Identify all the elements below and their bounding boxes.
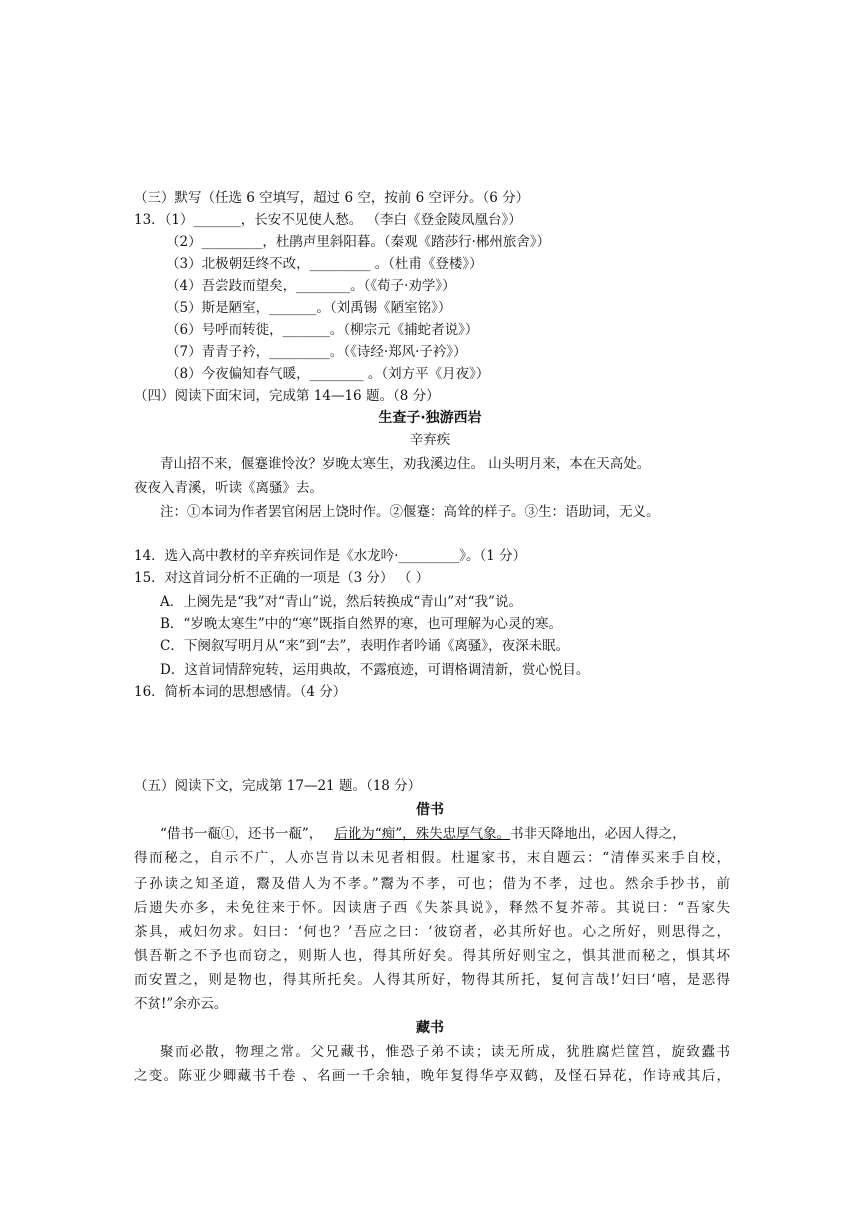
paragraph1-line-2: 得而秘之，自示不广，人亦岂肯以未见者相假。杜暹家书，末自题云：“清俸买来手自校，: [134, 850, 730, 866]
first-line-part-a: “借书一瓻①，还书一瓻”，: [160, 826, 323, 842]
paragraph1-line-4: 后遗失亦多，未免往来于怀。因读唐子西《失茶具说》，释然不复芥蒂。其说曰：“吾家失: [134, 900, 730, 916]
section5-header: （五）阅读下文，完成第 17—21 题。（18 分）: [134, 778, 422, 794]
poem-line-1: 青山招不来，偃蹇谁怜汝？岁晚太寒生，劝我溪边住。 山头明月来，本在天高处。: [160, 456, 651, 472]
dictation-item-6: （6）号呼而转徙，_______。（柳宗元《捕蛇者说》）: [166, 322, 479, 338]
option-a: A．上阕先是“我”对“青山”说，然后转换成“青山”对“我”说。: [160, 594, 522, 610]
option-b: B．“岁晚太寒生”中的“寒”既指自然界的寒，也可理解为心灵的寒。: [160, 616, 563, 632]
question-14: 14．选入高中教材的辛弃疾词作是《水龙吟·_________》。（1 分）: [134, 548, 527, 564]
poem-line-2: 夜夜入青溪，听读《离骚》去。: [134, 480, 323, 496]
poem-note: 注：①本词为作者罢官闲居上饶时作。②偃蹇：高耸的样子。③生：语助词，无义。: [160, 504, 660, 520]
question-15: 15．对这首词分析不正确的一项是（3 分） （ ）: [134, 570, 430, 586]
dictation-item-2: （2）_________，杜鹃声里斜阳暮。（秦观《踏莎行·郴州旅舍》）: [166, 234, 551, 250]
question-16: 16．简析本词的思想感情。（4 分）: [134, 684, 347, 700]
paragraph1-line-5: 茶具，戒妇勿求。妇曰：‘何也？’吾应之曰：‘彼窃者，必其所好也。心之所好，则思得之，: [134, 924, 730, 940]
dictation-item-4: （4）吾尝跂而望矣，________。（《荀子·劝学》）: [166, 278, 456, 294]
dictation-item-3: （3）北极朝廷终不改，_________ 。（杜甫《登楼》）: [166, 256, 483, 272]
dictation-item-1: 13．（1）_______，长安不见使人愁。 （李白《登金陵凤凰台》）: [134, 212, 522, 228]
dictation-item-5: （5）斯是陋室，_______。（刘禹锡《陋室铭》）: [166, 300, 452, 316]
paragraph1-line-3: 子孙读之知圣道，鬻及借人为不孝。”鬻为不孝，可也；借为不孝，过也。然余手抄书，前: [134, 876, 730, 892]
paragraph1-line-7: 而安置之，则是物也，得其所托矣。人得其所好，物得其所托，复何言哉!’妇曰‘嘻，是恶得: [134, 972, 730, 988]
poem-author: 辛弃疾: [409, 432, 451, 448]
paragraph1-last-line: 不贫!”余亦云。: [134, 996, 228, 1012]
article-title-collecting: 藏书: [416, 1020, 444, 1036]
paragraph2-line-1: 聚而必散，物理之常。父兄藏书，惟恐子弟不读；读无所成，犹胜腐烂筐筥，旋致蠹书: [160, 1044, 730, 1060]
paragraph1-line-6: 惧吾靳之不予也而窃之，则斯人也，得其所好矣。得其所好则宝之，惧其泄而秘之，惧其坏: [134, 948, 730, 964]
underlined-phrase: 后讹为“痴”，殊失忠厚气象。: [334, 826, 511, 842]
dictation-item-8: （8）今夜偏知春气暖，________ 。（刘方平《月夜》）: [166, 366, 490, 382]
option-c: C．下阕叙写明月从“来”到“去”，表明作者吟诵《离骚》，夜深未眠。: [160, 638, 570, 654]
poem-title: 生查子·独游西岩: [378, 410, 482, 426]
paragraph1-first-line: [160, 824, 686, 844]
dictation-item-7: （7）青青子衿，_________。（《诗经·郑风·子衿》）: [166, 344, 467, 360]
option-d: D．这首词情辞宛转，运用典故，不露痕迹，可谓格调清新，赏心悦目。: [160, 662, 590, 678]
article-title-borrowing: 借书: [416, 802, 444, 818]
section4-header: （四）阅读下面宋词，完成第 14—16 题。（8 分）: [134, 388, 440, 404]
first-line-part-c: 书非天降地出，必因人得之，: [510, 826, 686, 842]
paragraph2-line-2: 之变。陈亚少卿藏书千卷 、名画一千余轴，晚年复得华亭双鹤，及怪石异花，作诗戒其后，: [134, 1068, 730, 1084]
section3-header: （三）默写（任选 6 空填写，超过 6 空，按前 6 空评分。（6 分）: [134, 190, 530, 206]
